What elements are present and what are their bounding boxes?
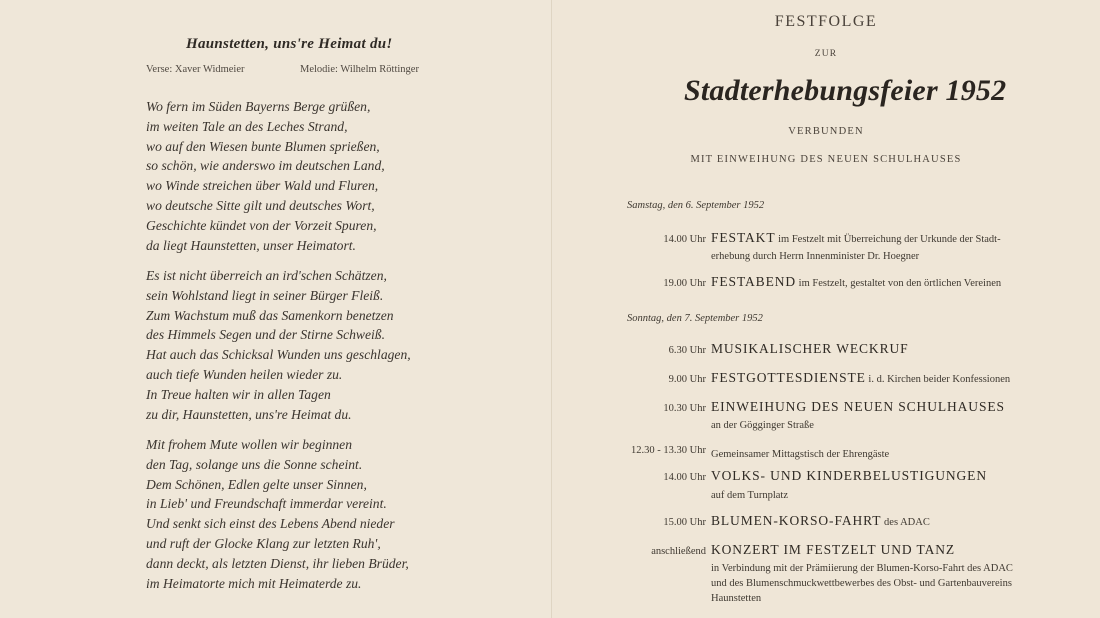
stanza-line: dann deckt, als letzten Dienst, ihr lieben Brüder, [146, 555, 409, 571]
stanza-1 [146, 97, 466, 255]
program-title: FESTGOTTESDIENSTE [711, 370, 866, 385]
stanza-line: Es ist nicht überreich an ird'schen Schätzen, [146, 268, 387, 283]
stanza-line: In Treue halten wir in allen Tagen [146, 386, 331, 402]
stanza-line: in Lieb' und Freundschaft immerdar vereint. [146, 496, 387, 512]
stanza-line: auch tiefe Wunden heilen wieder zu. [146, 366, 343, 382]
stanza-line: des Himmels Segen und der Stirne Schweiß. [146, 327, 385, 343]
stanza-line: im Heimatorte mich mit Heimaterde zu. [146, 575, 362, 591]
stanza-line: wo deutsche Sitte gilt und deutsches Wort, [146, 197, 375, 213]
song-title: Haunstetten, uns're Heimat du! [186, 36, 393, 52]
program-text: im Festzelt mit Überreichung der Urkunde der Stadt- [775, 234, 1001, 245]
program-title: EINWEIHUNG DES NEUEN SCHULHAUSES [711, 399, 1005, 414]
stanza-line: den Tag, solange uns die Sonne scheint. [146, 456, 363, 472]
program-entry [711, 468, 987, 484]
program-title: BLUMEN-KORSO-FAHRT [711, 513, 882, 528]
stanza-line: wo Winde streichen über Wald und Fluren, [146, 178, 379, 194]
program-text: im Festzelt, gestaltet von den örtlichen Vereinen [796, 278, 1002, 289]
verbunden-label: VERBUNDEN [788, 126, 864, 137]
day-label-saturday: Samstag, den 6. September 1952 [627, 200, 765, 211]
program-subtext: an der Gögginger Straße [711, 420, 814, 431]
stanza-line: sein Wohlstand liegt in seiner Bürger Fleiß. [146, 287, 384, 303]
stanza-line: zu dir, Haunstetten, uns're Heimat du. [146, 406, 352, 422]
program-entry [711, 274, 1001, 290]
stanza-line: und ruft der Glocke Klang zur letzten Ruh', [146, 535, 381, 551]
program-subtext [711, 561, 1013, 606]
program-entry [711, 370, 1010, 386]
program-entry [711, 445, 889, 461]
program-subtext: auf dem Turnplatz [711, 490, 788, 501]
program-time: 14.00 Uhr [663, 234, 706, 245]
program-entry [711, 399, 1005, 415]
program-title: KONZERT IM FESTZELT UND TANZ [711, 542, 956, 557]
program-entry [711, 513, 930, 529]
center-fold [551, 0, 553, 618]
stanza-line: Dem Schönen, Edlen gelte unser Sinnen, [146, 476, 367, 492]
stanza-line: Geschichte kündet von der Vorzeit Spuren, [146, 217, 377, 233]
festfolge-heading: FESTFOLGE [774, 13, 878, 30]
program-time: 10.30 Uhr [663, 403, 706, 414]
stanza-line: Mit frohem Mute wollen wir beginnen [146, 437, 353, 452]
program-text: Gemeinsamer Mittagstisch der Ehrengäste [711, 449, 890, 460]
program-title: FESTAKT [711, 230, 776, 245]
stanza-line: Hat auch das Schicksal Wunden uns geschlagen, [146, 347, 411, 363]
stanza-3 [146, 435, 466, 593]
program-subtext-line: in Verbindung mit der Prämiierung der Blumen-Korso-Fahrt des ADAC [711, 563, 1013, 574]
stanza-line: wo auf den Wiesen bunte Blumen sprießen, [146, 138, 380, 154]
program-time: 6.30 Uhr [668, 345, 706, 356]
melody-author: Melodie: Wilhelm Röttinger [300, 64, 419, 75]
program-time: anschließend [651, 546, 706, 557]
day-label-sunday: Sonntag, den 7. September 1952 [627, 313, 763, 324]
program-time: 19.00 Uhr [663, 278, 706, 289]
program-subtext-line: Haunstetten [711, 593, 762, 604]
program-time: 14.00 Uhr [663, 472, 706, 483]
mit-einweihung-line: MIT EINWEIHUNG DES NEUEN SCHULHAUSES [690, 154, 962, 165]
event-title: Stadterhebungsfeier 1952 [684, 74, 1007, 107]
stanza-line: im weiten Tale an des Leches Strand, [146, 118, 348, 134]
program-subtext-line: und des Blumenschmuckwettbewerbes des Obst- und Gartenbauvereins [711, 578, 1012, 589]
program-time: 15.00 Uhr [663, 517, 706, 528]
program-subtext: erhebung durch Herrn Innenminister Dr. Hoegner [711, 251, 920, 262]
program-text: des ADAC [881, 517, 930, 528]
verse-author: Verse: Xaver Widmeier [146, 64, 245, 75]
program-entry [711, 542, 955, 558]
zur-label: ZUR [814, 49, 838, 59]
program-title: VOLKS- UND KINDERBELUSTIGUNGEN [711, 468, 987, 483]
program-entry [711, 341, 909, 357]
stanza-2 [146, 266, 466, 424]
stanza-line: so schön, wie anderswo im deutschen Land, [146, 158, 385, 174]
program-entry [711, 230, 1001, 246]
program-text: i. d. Kirchen beider Konfessionen [865, 374, 1011, 385]
program-title: FESTABEND [711, 274, 797, 289]
program-time: 12.30 - 13.30 Uhr [631, 445, 706, 456]
program-time: 9.00 Uhr [668, 374, 706, 385]
stanza-line: Und senkt sich einst des Lebens Abend nieder [146, 516, 395, 532]
stanza-line: da liegt Haunstetten, unser Heimatort. [146, 237, 356, 253]
stanza-line: Wo fern im Süden Bayerns Berge grüßen, [146, 99, 371, 114]
stanza-line: Zum Wachstum muß das Samenkorn benetzen [146, 307, 394, 323]
program-title: MUSIKALISCHER WECKRUF [711, 341, 909, 356]
